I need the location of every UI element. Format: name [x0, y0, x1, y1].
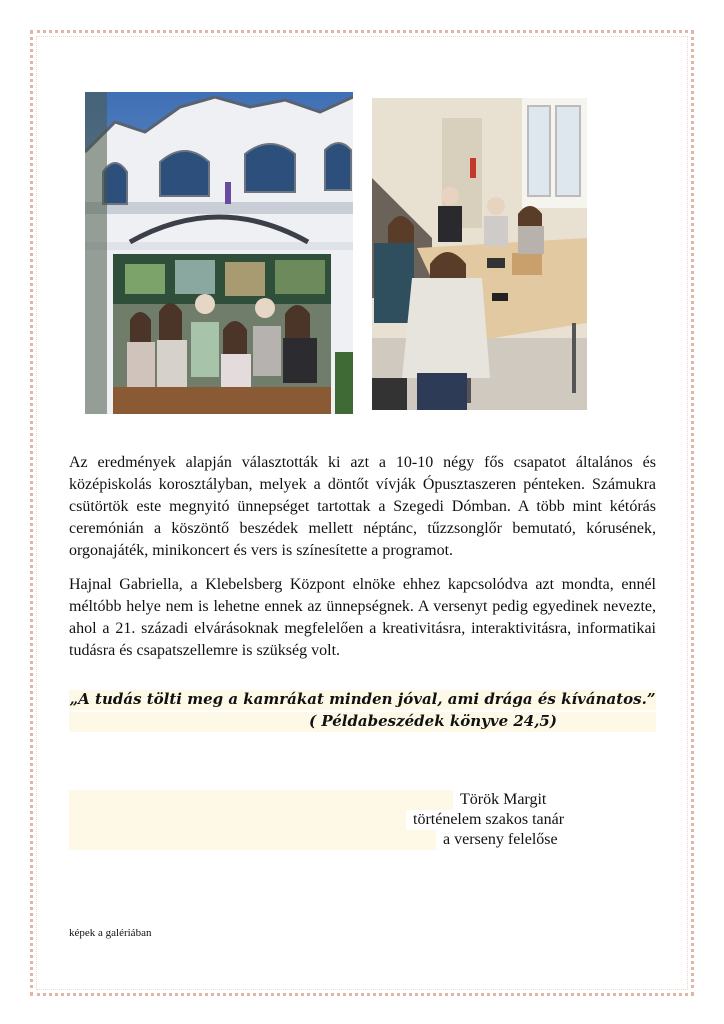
- gallery-note: képek a galériában: [69, 927, 152, 939]
- quote-source: ( Példabeszédek könyve 24,5): [309, 712, 557, 730]
- photo-classroom-graphic: [372, 98, 587, 410]
- photo-students-at-table: [372, 98, 587, 410]
- signature-highlight: [69, 810, 406, 830]
- photo-building-students: [85, 92, 353, 414]
- signature-duty: a verseny felelőse: [443, 831, 558, 848]
- paragraph-opening-ceremony: Az eredmények alapján választották ki azt a 10-10 négy fős csapatot általános és középiskolás korosztályban, melyek a döntőt vívják Ópusztaszeren pénteken. Számukra csütörtök este megnyitó ünnepséget tartottak a Szegedi Dómban. A több mint kétórás ceremónián a köszöntő beszédek mellett néptánc, tűzzsonglőr bemutató, kórusének, orgonajáték, minikoncert és vers is színesítette a programot.: [69, 454, 656, 559]
- paragraph-klebelsberg-statement: Hajnal Gabriella, a Klebelsberg Központ elnöke ehhez kapcsolódva azt mondta, ennél méltóbb helye nem is lehetne ennek az ünnepségnek. A versenyt pedig egyedinek nevezte, ahol a 21. századi elvárásoknak megfelelően a kreativitásra, interaktivitásra, informatikai tudásra és csapatszellemre is szükség volt.: [69, 576, 656, 659]
- signature-highlight: [69, 790, 453, 810]
- photo-building-graphic: [85, 92, 353, 414]
- signature-highlight: [69, 830, 436, 850]
- quote-text: „A tudás tölti meg a kamrákat minden jóval, ami drága és kívánatos.”: [69, 690, 656, 708]
- signature-name: Török Margit: [460, 791, 547, 808]
- signature-role: történelem szakos tanár: [413, 811, 565, 828]
